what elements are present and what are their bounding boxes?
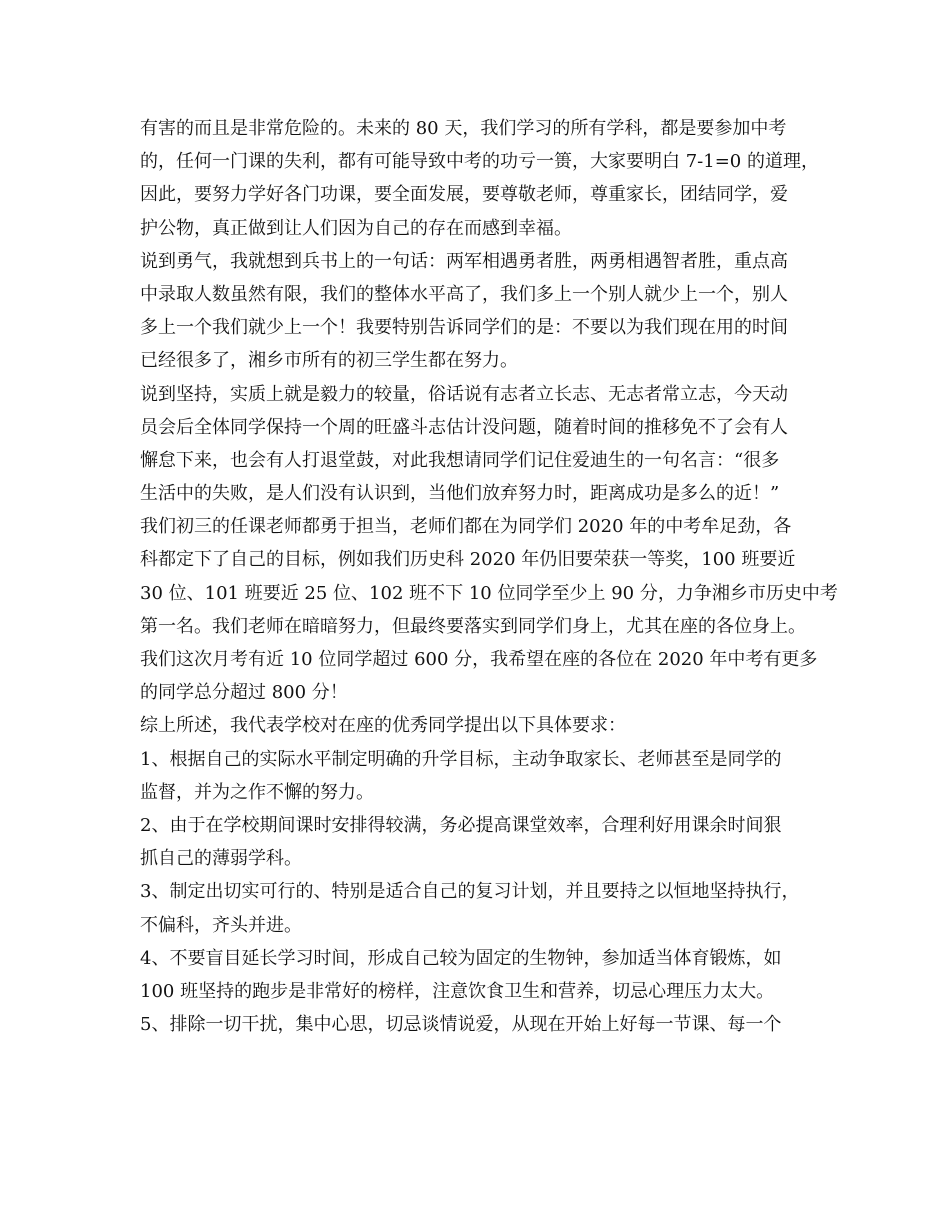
text-line: 我们这次月考有近 10 位同学超过 600 分，我希望在座的各位在 2020 年中考有更多: [140, 649, 818, 670]
text-line: 综上所述，我代表学校对在座的优秀同学提出以下具体要求：: [140, 715, 626, 737]
text-line: 100 班坚持的跑步是非常好的榜样，注意饮食卫生和营养，切忌心理压力太大。: [140, 980, 775, 1002]
text-line: 生活中的失败，是人们没有认识到，当他们放弃努力时，距离成功是多么的近！”: [140, 483, 780, 505]
text-line: 30 位、101 班要近 25 位、102 班不下 10 位同学至少上 90 分，力争湘乡市历史中考: [140, 582, 838, 604]
text-line: 员会后全体同学保持一个周的旺盛斗志估计没问题，随着时间的推移免不了会有人: [140, 416, 788, 438]
text-line: 已经很多了，湘乡市所有的初三学生都在努力。: [140, 350, 518, 372]
text-line: 的同学总分超过 800 分！: [140, 682, 348, 704]
text-line: 第一名。我们老师在暗暗努力，但最终要落实到同学们身上，尤其在座的各位身上。: [140, 615, 806, 637]
body-text: [140, 112, 838, 1041]
text-line: 5、排除一切干扰，集中心思，切忌谈情说爱，从现在开始上好每一节课、每一个: [140, 1014, 782, 1036]
text-line: 说到勇气，我就想到兵书上的一句话：两军相遇勇者胜，两勇相遇智者胜，重点高: [140, 250, 788, 272]
text-line: 护公物，真正做到让人们因为自己的存在而感到幸福。: [140, 217, 572, 239]
text-line: 懈怠下来，也会有人打退堂鼓，对此我想请同学们记住爱迪生的一句名言：“很多: [140, 449, 780, 471]
text-line: 多上一个我们就少上一个！我要特别告诉同学们的是：不要以为我们现在用的时间: [140, 317, 788, 339]
text-line: 有害的而且是非常危险的。未来的 80 天，我们学习的所有学科，都是要参加中考: [140, 118, 787, 139]
text-line: 中录取人数虽然有限，我们的整体水平高了，我们多上一个别人就少上一个，别人: [140, 283, 788, 305]
text-line: 因此，要努力学好各门功课，要全面发展，要尊敬老师，尊重家长，团结同学，爱: [140, 184, 788, 206]
text-line: 不偏科，齐头并进。: [140, 914, 302, 936]
text-line: 2、由于在学校期间课时安排得较满，务必提高课堂效率，合理利好用课余时间狠: [140, 814, 782, 836]
text-line: 科都定下了自己的目标，例如我们历史科 2020 年仍旧要荣获一等奖，100 班要近: [140, 549, 796, 571]
text-line: 我们初三的任课老师都勇于担当，老师们都在为同学们 2020 年的中考牟足劲，各: [140, 516, 792, 538]
text-line: 抓自己的薄弱学科。: [140, 848, 302, 870]
text-line: 说到坚持，实质上就是毅力的较量，俗话说有志者立长志、无志者常立志，今天动: [140, 383, 788, 405]
text-line: 4、不要盲目延长学习时间，形成自己较为固定的生物钟，参加适当体育锻炼，如: [140, 947, 782, 969]
text-line: 1、根据自己的实际水平制定明确的升学目标，主动争取家长、老师甚至是同学的: [140, 748, 782, 770]
text-line: 3、制定出切实可行的、特别是适合自己的复习计划，并且要持之以恒地坚持执行，: [140, 881, 800, 903]
text-line: 的，任何一门课的失利，都有可能导致中考的功亏一篑，大家要明白 7-1=0 的道理，: [140, 151, 819, 173]
text-line: 监督，并为之作不懈的努力。: [140, 781, 374, 803]
